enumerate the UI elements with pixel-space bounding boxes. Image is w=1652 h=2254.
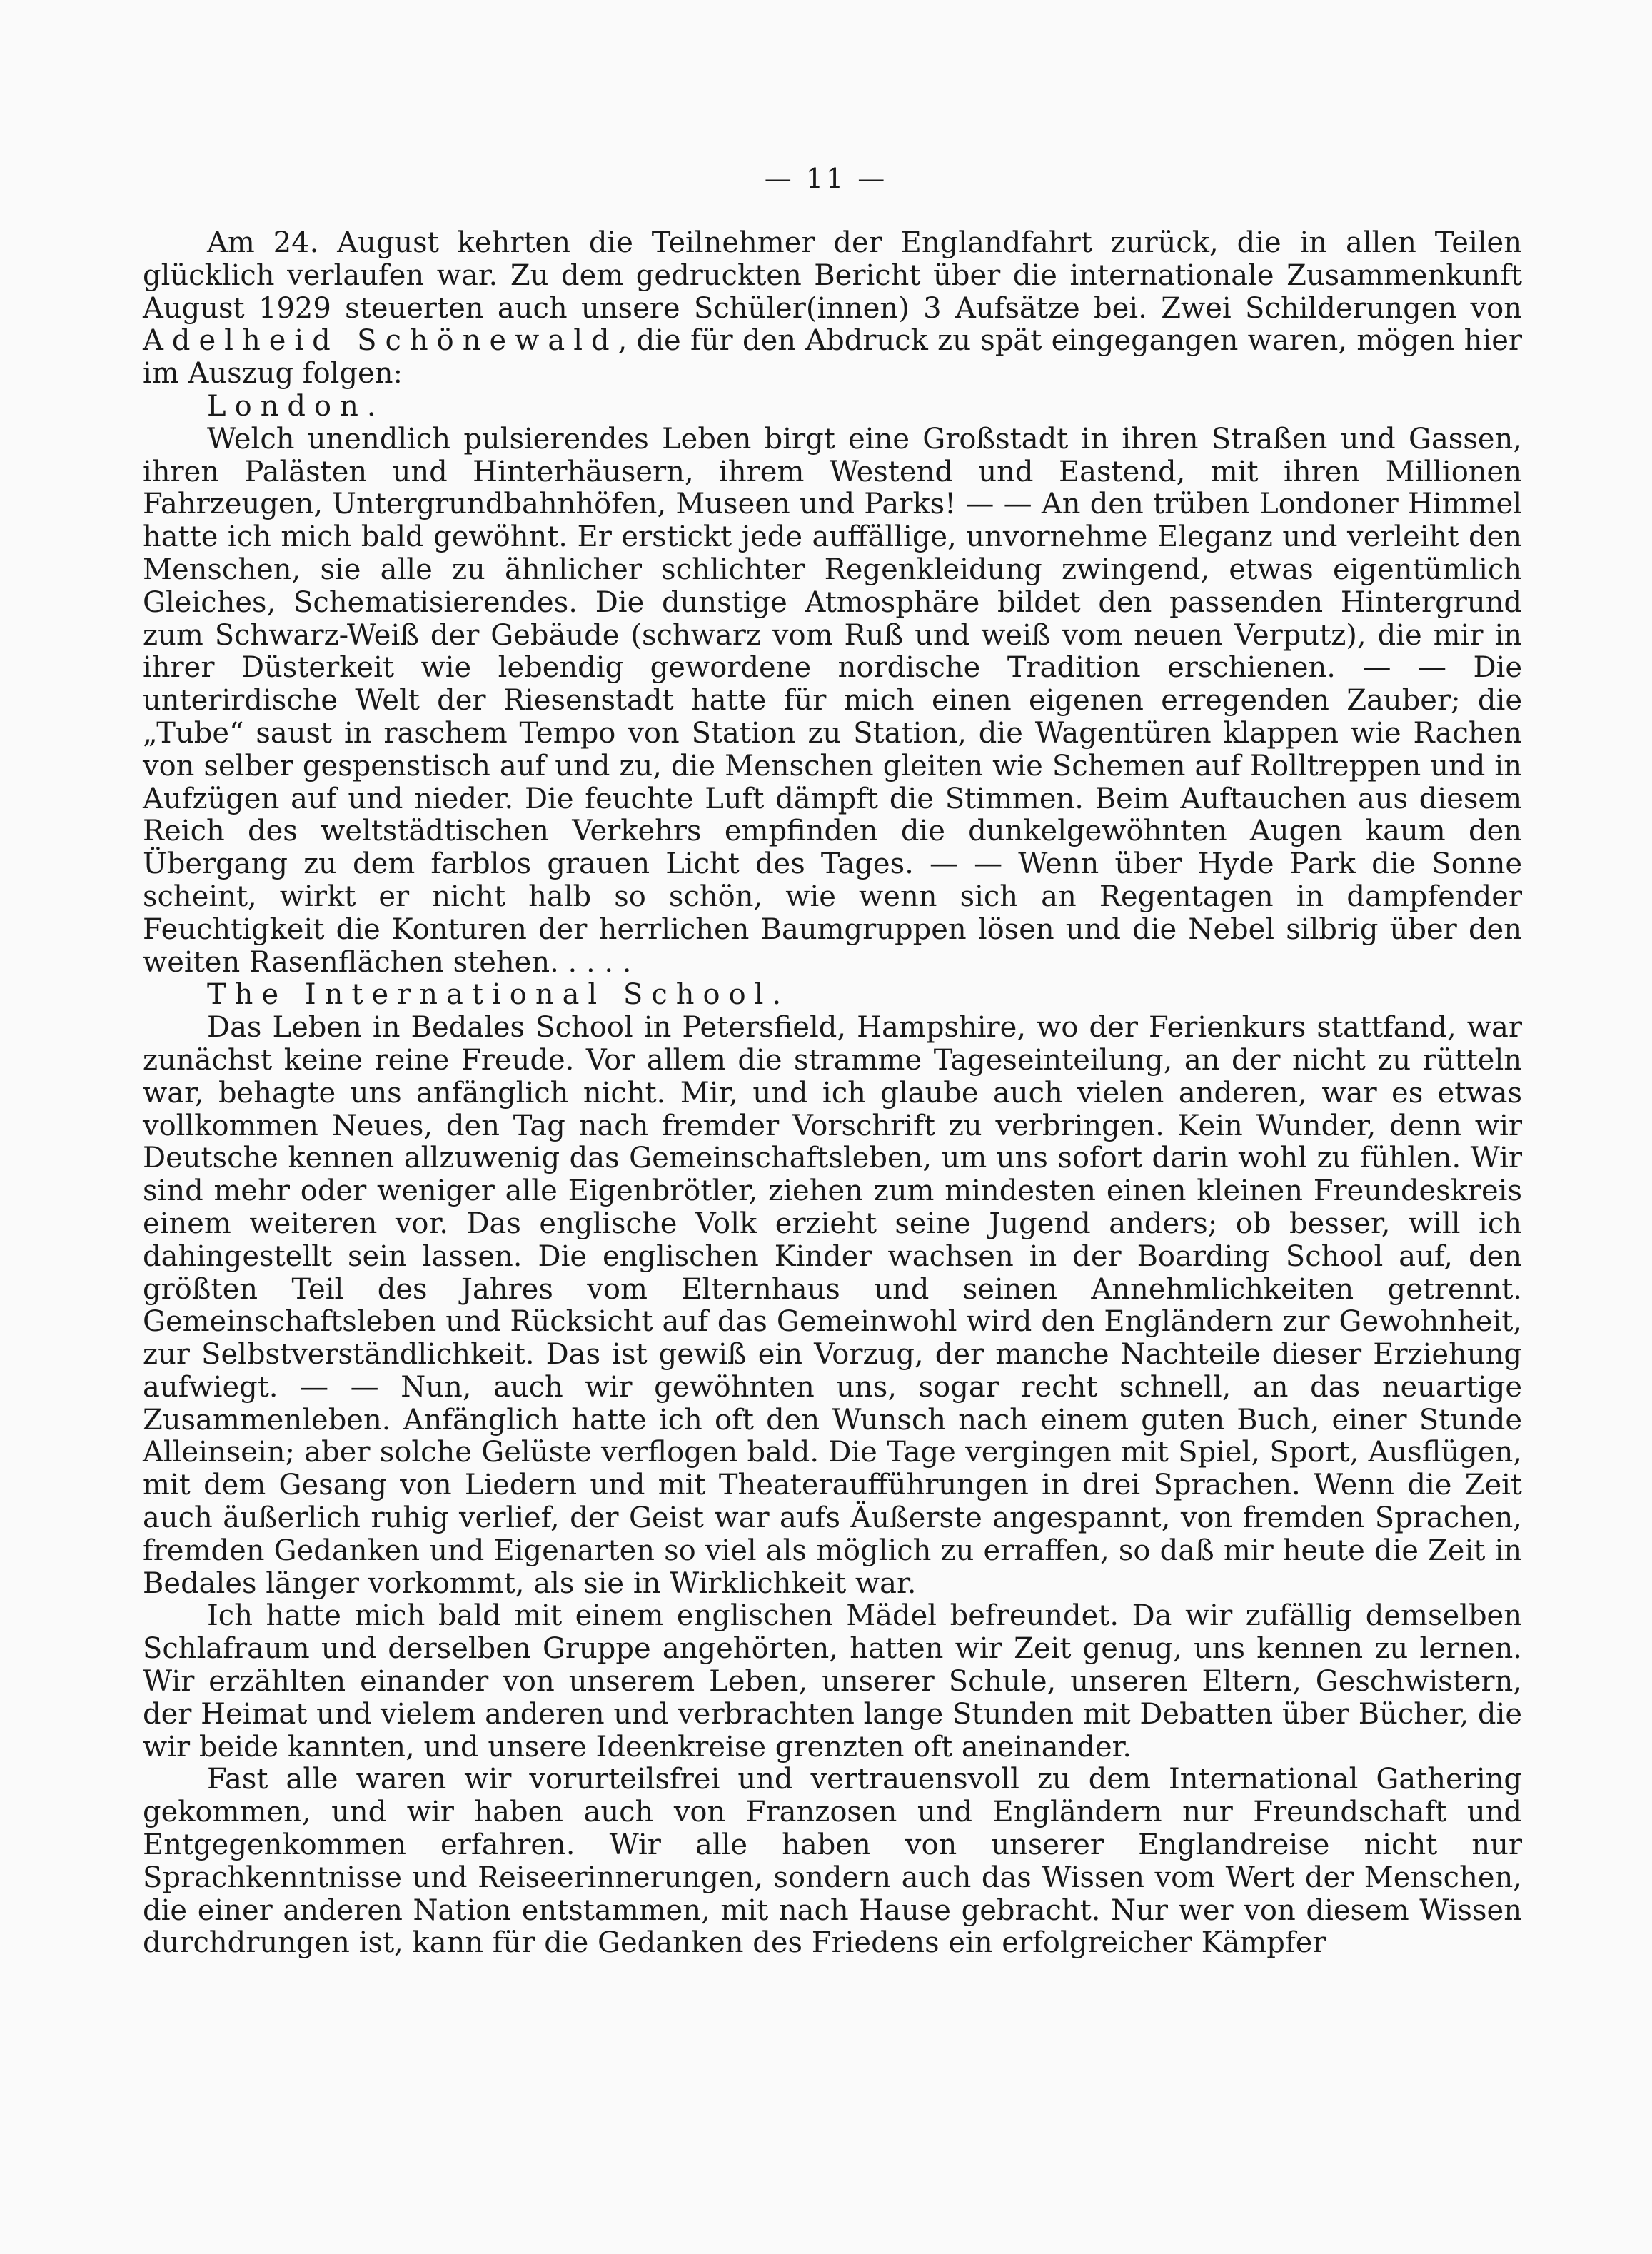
school-paragraph-1: Das Leben in Bedales School in Petersfield, Hampshire, wo der Ferienkurs stattfand, war zunächst keine reine Freude. Vor allem die stramme Tageseinteilung, an der nicht zu rütteln war, behagte uns anfänglich nicht. Mir, und ich glaube auch vielen anderen, war es etwas vollkommen Neues, den Tag nach fremder Vorschrift zu verbringen. Kein Wunder, denn wir Deutsche kennen allzuwenig das Gemeinschaftsleben, um uns sofort darin wohl zu fühlen. Wir sind mehr oder weniger alle Eigenbrötler, ziehen zum mindesten einen kleinen Freundeskreis einem weiteren vor. Das englische Volk erzieht seine Jugend anders; ob besser, will ich dahingestellt sein lassen. Die englischen Kinder wachsen in der Boarding School auf, den größten Teil des Jahres vom Elternhaus und seinen Annehmlichkeiten getrennt. Gemeinschaftsleben und Rücksicht auf das Gemeinwohl wird den Engländern zur Gewohnheit, zur Selbstverständlichkeit. Das ist gewiß ein Vorzug, der manche Nachteile dieser Erziehung aufwiegt. — — Nun, auch wir gewöhnten uns, sogar recht schnell, an das neuartige Zusammenleben. Anfänglich hatte ich oft den Wunsch nach einem guten Buch, einer Stunde Alleinsein; aber solche Gelüste verflogen bald. Die Tage vergingen mit Spiel, Sport, Ausflügen, mit dem Gesang von Liedern und mit Theateraufführungen in drei Sprachen. Wenn die Zeit auch äußerlich ruhig verlief, der Geist war aufs Äußerste angespannt, von fremden Sprachen, fremden Gedanken und Eigenarten so viel als möglich zu erraffen, so daß mir heute die Zeit in Bedales länger vorkommt, als sie in Wirklichkeit war. <box>143 1011 1522 1600</box>
article-body <box>143 227 1522 1960</box>
page-number: — 11 — <box>764 163 888 194</box>
school-paragraph-3: Fast alle waren wir vorurteilsfrei und vertrauensvoll zu dem International Gathering gekommen, und wir haben auch von Franzosen und Engländern nur Freundschaft und Entgegenkommen erfahren. Wir alle haben von unserer Englandreise nicht nur Sprachkenntnisse und Reiseerinnerungen, sondern auch das Wissen vom Wert der Menschen, die einer anderen Nation entstammen, mit nach Hause gebracht. Nur wer von diesem Wissen durchdrungen ist, kann für die Gedanken des Friedens ein erfolgreicher Kämpfer <box>143 1763 1522 1960</box>
intro-paragraph <box>143 227 1522 391</box>
intro-text-end: , die für den Abdruck zu spät eingegangen waren, mögen hier im Auszug folgen: <box>143 324 1522 391</box>
heading-london-text: London. <box>207 389 385 423</box>
london-paragraph: Welch unendlich pulsierendes Leben birgt eine Großstadt in ihren Straßen und Gassen, ihren Palästen und Hinterhäusern, ihrem Westend und Eastend, mit ihren Millionen Fahrzeugen, Untergrundbahnhöfen, Museen und Parks! — — An den trüben Londoner Himmel hatte ich mich bald gewöhnt. Er erstickt jede auffällige, unvornehme Eleganz und verleiht den Menschen, sie alle zu ähnlicher schlichter Regenkleidung zwingend, etwas eigentümlich Gleiches, Schematisierendes. Die dunstige Atmosphäre bildet den passenden Hintergrund zum Schwarz-Weiß der Gebäude (schwarz vom Ruß und weiß vom neuen Verputz), die mir in ihrer Düsterkeit wie lebendig gewordene nordische Tradition erschienen. — — Die unterirdische Welt der Riesenstadt hatte für mich einen eigenen erregenden Zauber; die „Tube“ saust in raschem Tempo von Station zu Station, die Wagentüren klappen wie Rachen von selber gespenstisch auf und zu, die Menschen gleiten wie Schemen auf Rolltreppen und in Aufzügen auf und nieder. Die feuchte Luft dämpft die Stimmen. Beim Auftauchen aus diesem Reich des weltstädtischen Verkehrs empfinden die dunkelgewöhnten Augen kaum den Übergang zu dem farblos grauen Licht des Tages. — — Wenn über Hyde Park die Sonne scheint, wirkt er nicht halb so schön, wie wenn sich an Regentagen in dampfender Feuchtigkeit die Konturen der herrlichen Baumgruppen lösen und die Nebel silbrig über den weiten Rasenflächen stehen. . . . . <box>143 422 1522 979</box>
section-heading-london <box>143 391 1522 423</box>
section-heading-school <box>143 979 1522 1012</box>
school-paragraph-2: Ich hatte mich bald mit einem englischen Mädel befreundet. Da wir zufällig demselben Schlafraum und derselben Gruppe angehörten, hatten wir Zeit genug, uns kennen zu lernen. Wir erzählten einander von unserem Leben, unserer Schule, unseren Eltern, Geschwistern, der Heimat und vielem anderen und verbrachten lange Stunden mit Debatten über Bücher, die wir beide kannten, und unsere Ideenkreise grenzten oft aneinander. <box>143 1599 1522 1764</box>
intro-text-start: Am 24. August kehrten die Teilnehmer der Englandfahrt zurück, die in allen Teilen glücklich verlaufen war. Zu dem gedruckten Bericht über die internationale Zusammenkunft August 1929 steuerten auch unsere Schüler(innen) 3 Aufsätze bei. Zwei Schilderungen von <box>143 226 1522 325</box>
heading-school-text: The International School. <box>207 978 790 1012</box>
author-name: Adelheid Schönewald <box>143 324 618 358</box>
